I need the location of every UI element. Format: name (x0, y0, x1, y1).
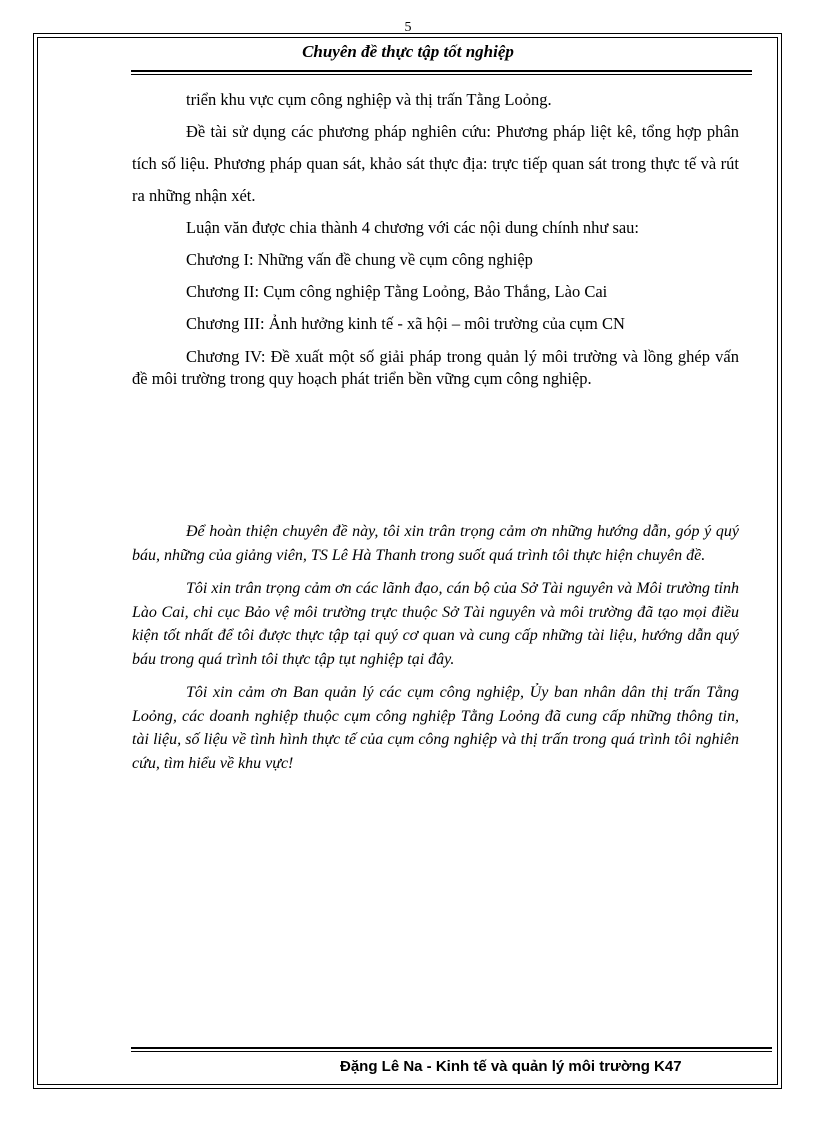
page-header-title: Chuyên đề thực tập tốt nghiệp (302, 42, 514, 61)
body-paragraph: Đề tài sử dụng các phương pháp nghiên cứu: Phương pháp liệt kê, tổng hợp phân tích số liệu. Phương pháp quan sát, khảo sát thực địa: trực tiếp quan sát trong thực tế và rút ra những nhận xét. (132, 122, 739, 205)
chapter-item: Chương II: Cụm công nghiệp Tằng Loỏng, Bảo Thắng, Lào Cai (186, 282, 608, 301)
header-divider (131, 70, 752, 72)
body-paragraph: Luận văn được chia thành 4 chương với các nội dung chính như sau: (186, 218, 640, 237)
page-footer-author: Đặng Lê Na - Kinh tế và quản lý môi trường K47 (340, 1058, 682, 1075)
acknowledgements-section (132, 520, 739, 785)
footer-divider-thin (131, 1051, 772, 1052)
acknowledgement-paragraph: Để hoàn thiện chuyên đề này, tôi xin trân trọng cảm ơn những hướng dẫn, góp ý quý báu, những của giảng viên, TS Lê Hà Thanh trong suốt quá trình tôi thực hiện chuyên đề. (132, 523, 739, 564)
header-divider-thin (131, 74, 752, 75)
page-number: 5 (404, 20, 412, 35)
chapter-item: Chương I: Những vấn đề chung về cụm công nghiệp (186, 250, 533, 269)
body-paragraph: triển khu vực cụm công nghiệp và thị trấn Tằng Loỏng. (186, 90, 552, 109)
acknowledgement-paragraph: Tôi xin cảm ơn Ban quản lý các cụm công nghiệp, Ủy ban nhân dân thị trấn Tằng Loỏng, các doanh nghiệp thuộc cụm công nghiệp Tằng Loỏng đã cung cấp những thông tin, tài liệu, số liệu về tình hình thực tế của cụm công nghiệp và thị trấn trong quá trình tôi nghiên cứu, tìm hiểu về khu vực! (132, 684, 739, 772)
acknowledgement-paragraph: Tôi xin trân trọng cảm ơn các lãnh đạo, cán bộ của Sở Tài nguyên và Môi trường tỉnh Lào Cai, chi cục Bảo vệ môi trường trực thuộc Sở Tài nguyên và môi trường đã tạo mọi điều kiện tốt nhất để tôi được thực tập tại quý cơ quan và cung cấp những tài liệu, hướng dẫn quý báu trong quá trình tôi thực tập tụt nghiệp tại đây. (132, 580, 739, 668)
footer-divider (131, 1047, 772, 1049)
chapter-item: Chương IV: Đề xuất một số giải pháp trong quản lý môi trường và lồng ghép vấn đề môi trường trong quy hoạch phát triển bền vững cụm công nghiệp. (132, 347, 739, 388)
chapter-item: Chương III: Ảnh hưởng kinh tế - xã hội – môi trường của cụm CN (186, 314, 625, 333)
body-section (132, 84, 739, 390)
